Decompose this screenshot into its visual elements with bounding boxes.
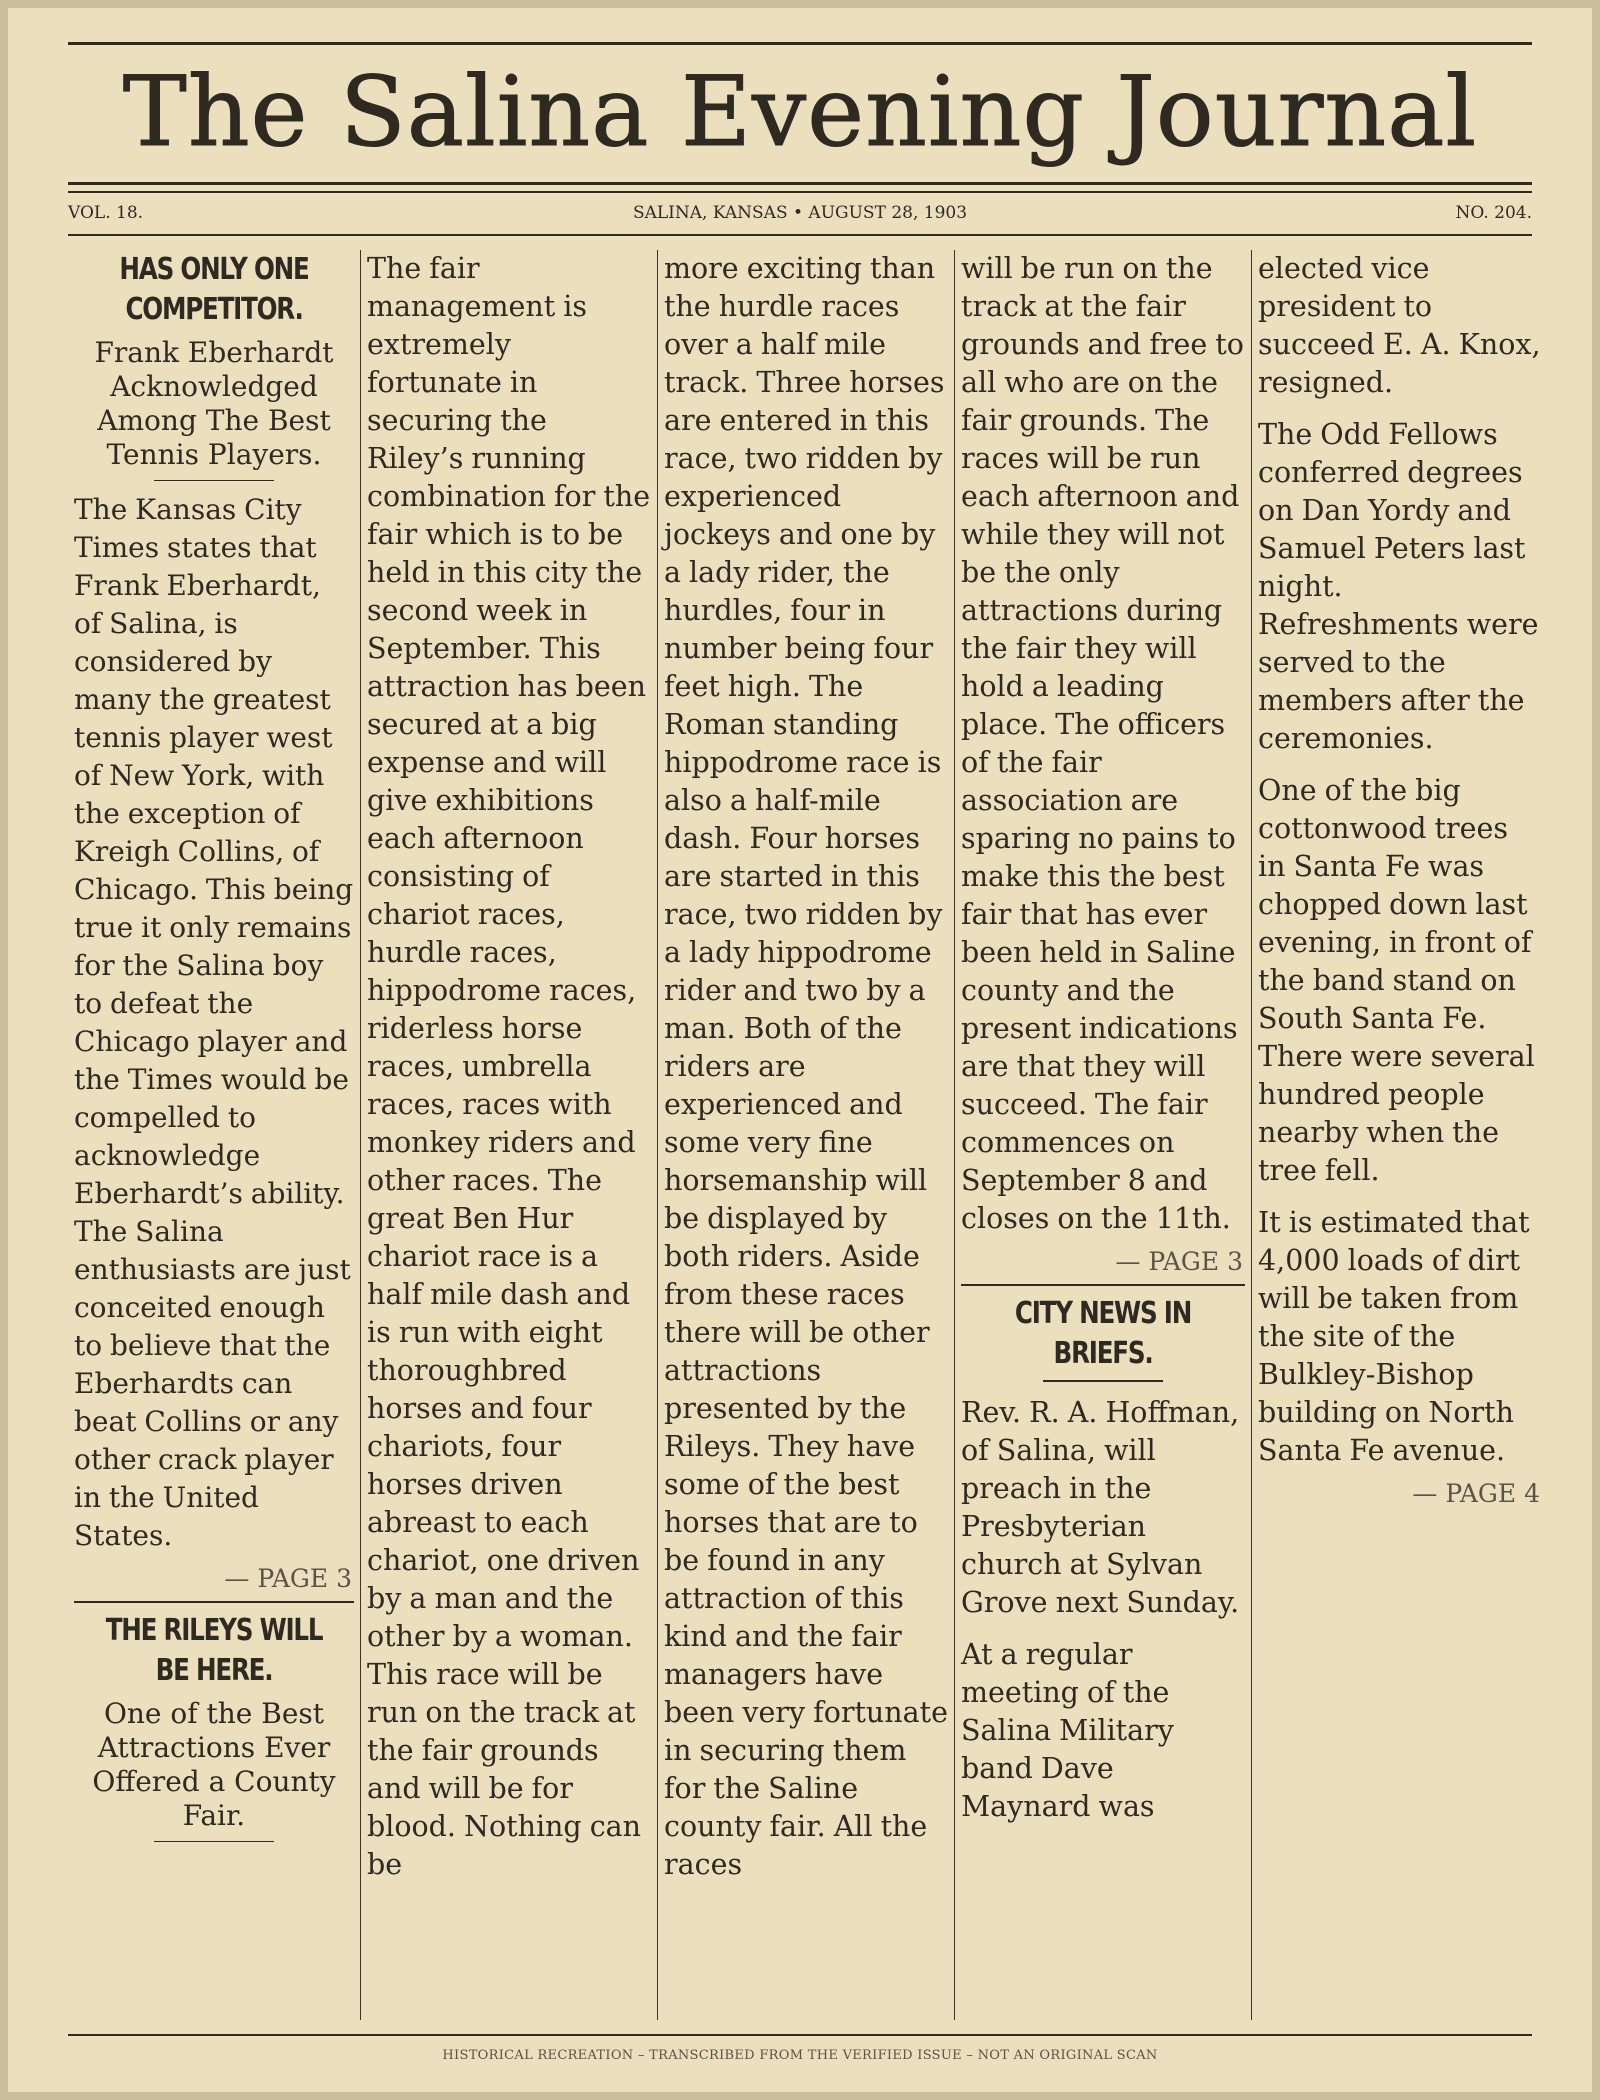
brief-band-part-1: At a regular meeting of the Salina Military band Dave Maynard was <box>961 1638 1174 1823</box>
brief-odd-fellows: The Odd Fellows conferred degrees on Dan Yordy and Samuel Peters last night. Refreshments were served to the members after the ceremonies. <box>1258 418 1539 755</box>
brief-band-part-2: elected vice president to succeed E. A. Knox, resigned. <box>1258 252 1541 399</box>
place-and-date: SALINA, KANSAS • AUGUST 28, 1903 <box>632 203 968 223</box>
rileys-body-part-2: more exciting than the hurdle races over a half mile track. Three horses are entered in this race, two ridden by experienced jockeys and one by a lady rider, the hurdles, four in number being four feet high. The Roman standing hippodrome race is also a half-mile dash. Four horses are started in this race, two ridden by a lady hippodrome rider and two by a man. Both of the riders are experienced and some very fine horsemanship will be displayed by both riders. Aside from these races there will be other attractions presented by the Rileys. They have some of the best horses that are to be found in any attraction of this kind and the fair managers have been very fortunate in securing them for the Saline county fair. All the races <box>664 252 948 1881</box>
masthead-top-rule <box>68 42 1532 45</box>
footer-note: HISTORICAL RECREATION – TRANSCRIBED FROM THE VERIFIED ISSUE – NOT AN ORIGINAL SCAN <box>442 2048 1158 2063</box>
rileys-deck-rule <box>154 1841 274 1842</box>
rileys-headline: THE RILEYS WILL BE HERE. <box>105 1613 323 1688</box>
dateline-rule <box>68 234 1532 236</box>
brief-dirt: It is estimated that 4,000 loads of dirt will be taken from the site of the Bulkley-Bishop building on North Santa Fe avenue. <box>1258 1206 1530 1467</box>
column-3 <box>657 250 954 2020</box>
brief-cottonwood: One of the big cottonwood trees in Santa Fe was chopped down last evening, in front of the band stand on South Santa Fe. There were several hundred people nearby when the tree fell. <box>1258 774 1535 1187</box>
tennis-deck: Frank Eberhardt Acknowledged Among The Best Tennis Players. <box>94 336 334 471</box>
tennis-deck-rule <box>154 480 274 481</box>
section-divider <box>74 1601 354 1603</box>
brief-hoffman: Rev. R. A. Hoffman, of Salina, will preach in the Presbyterian church at Sylvan Grove next Sunday. <box>961 1396 1240 1619</box>
briefs-rule <box>1043 1380 1163 1382</box>
footer-rule <box>68 2034 1532 2036</box>
rileys-body-part-3: will be run on the track at the fair grounds and free to all who are on the fair grounds. The races will be run each afternoon and while they will not be the only attractions during the fair they will hold a leading place. The officers of the fair association are sparing no pains to make this the best fair that has ever been held in Saline county and the present indications are that they will succeed. The fair commences on September 8 and closes on the 11th. <box>961 252 1244 1235</box>
column-5 <box>1251 250 1548 2020</box>
masthead-double-rule <box>68 182 1532 193</box>
rileys-jump: — PAGE 3 <box>1115 1247 1243 1276</box>
column-2 <box>360 250 657 2020</box>
section-divider <box>961 1284 1245 1286</box>
tennis-headline: HAS ONLY ONE COMPETITOR. <box>119 252 309 327</box>
issue-number: NO. 204. <box>1455 203 1532 223</box>
article-columns <box>68 250 1548 2020</box>
tennis-body: The Kansas City Times states that Frank Eberhardt, of Salina, is considered by many the greatest tennis player west of New York, with the exception of Kreigh Collins, of Chicago. This being true it only remains for the Salina boy to defeat the Chicago player and the Times would be compelled to acknowledge Eberhardt’s ability. The Salina enthusiasts are just conceited enough to believe that the Eberhardts can beat Collins or any other crack player in the United States. <box>74 493 354 1552</box>
column-1 <box>68 250 360 2020</box>
briefs-headline: CITY NEWS IN BRIEFS. <box>1014 1296 1192 1371</box>
dateline <box>68 198 1532 228</box>
volume-number: VOL. 18. <box>68 203 144 223</box>
briefs-jump: — PAGE 4 <box>1412 1479 1540 1508</box>
tennis-jump: — PAGE 3 <box>224 1564 352 1593</box>
column-4 <box>954 250 1251 2020</box>
rileys-body-part-1: The fair management is extremely fortunate in securing the Riley’s running combination for the fair which is to be held in this city the second week in September. This attraction has been secured at a big expense and will give exhibitions each afternoon consisting of chariot races, hurdle races, hippodrome races, riderless horse races, umbrella races, races with monkey riders and other races. The great Ben Hur chariot race is a half mile dash and is run with eight thoroughbred horses and four chariots, four horses driven abreast to each chariot, one driven by a man and the other by a woman. This race will be run on the track at the fair grounds and will be for blood. Nothing can be <box>367 252 651 1881</box>
rileys-deck: One of the Best Attractions Ever Offered a County Fair. <box>92 1697 336 1832</box>
newspaper-title: The Salina Evening Journal <box>122 56 1478 168</box>
masthead <box>68 42 1532 232</box>
